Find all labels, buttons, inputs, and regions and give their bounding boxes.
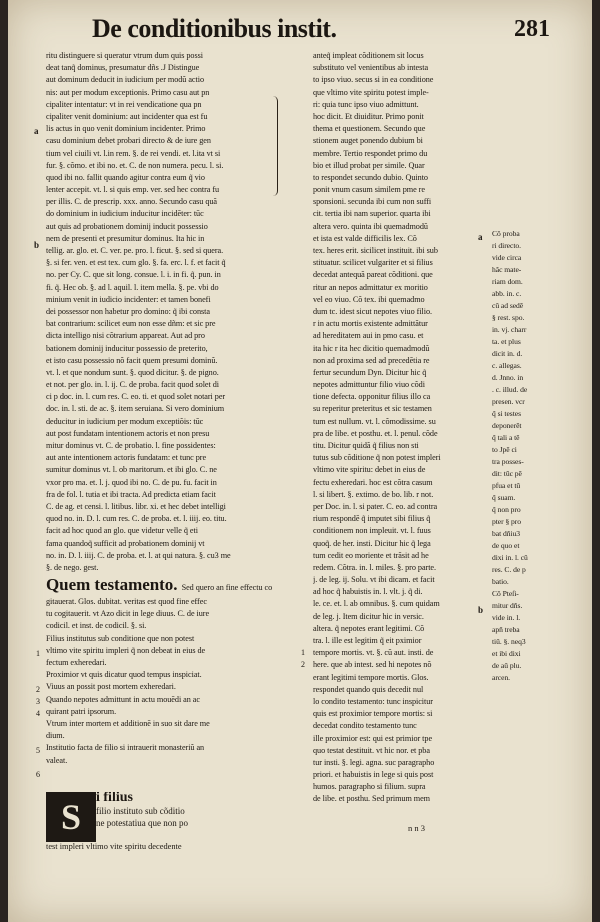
gloss-line: sponsioni. secunda ibi cum non suffi xyxy=(313,197,432,207)
gloss-line: erant legitimi tempore mortis. Glos. xyxy=(313,672,429,682)
marginal-note-line: de quo et xyxy=(492,541,520,550)
marginal-note-line: arcen. xyxy=(492,673,511,682)
text-line: tellig. ar. glo. et. C. ver. pe. pro. l. ficut. §. sed si quera. xyxy=(46,246,224,255)
gloss-line: to respondet secundo dubio. Quinto xyxy=(313,172,428,182)
marginal-note-line: deponerēt xyxy=(492,421,522,430)
margin-letter-b: b xyxy=(34,240,40,250)
marginal-note-line: presen. vcr xyxy=(492,397,525,406)
marginal-note-line: tiũ. §. neq3 xyxy=(492,637,526,646)
gloss-line: bio et illud probat per simile. Quar xyxy=(313,160,425,170)
gloss-line: de leg. j. Item dicitur hic in versic. xyxy=(313,611,424,621)
margin-letter-a: a xyxy=(34,126,39,136)
summary-line: codicil. et inst. de codicil. §. si. xyxy=(46,621,147,631)
gloss-line: cit. tertia ibi nam superior. quarta ibi xyxy=(313,209,431,219)
section-heading-text: Quem testamento. xyxy=(46,575,178,595)
marginal-note-line: ri directo. xyxy=(492,241,521,250)
gloss-line: tione defecta. opponitur filius illo ca xyxy=(313,392,431,402)
gloss-line: ponit vnum casum similem pme re xyxy=(313,185,425,195)
gloss-line: tum est nullum. vt. l. cõmodissime. su xyxy=(313,416,436,426)
marginal-note-line: dicit in. d. xyxy=(492,349,523,358)
text-line: vt. l. et que nondum sunt. §. quod dicitur. §. de pigno. xyxy=(46,367,219,377)
text-line: et not. per glo. in. l. ij. C. de proba. facit quod solet di xyxy=(46,380,219,390)
gloss-line: lo condito testamento: tunc inspicitur xyxy=(313,696,433,706)
gloss-line: altera. q̃ nepotes erant legitimi. Cõ xyxy=(313,623,425,633)
gloss-line: thema et questionem. Secundo que xyxy=(313,124,426,134)
summary-line: tu cogitauerit. vt Azo dicit in lege diuus. C. de iure xyxy=(46,609,210,619)
marginal-note-line: de aũ plu. xyxy=(492,661,522,670)
middle-text-column xyxy=(313,50,485,806)
marginal-note-line: apñ treba xyxy=(492,625,520,634)
gloss-line: nepotes admittuntur filio viuo cõdi xyxy=(313,380,425,390)
initial-line: test impleri vltimo vite spiritu decedente xyxy=(46,842,182,851)
gloss-line: dum tc. idest sicut nepotes viuo filio. xyxy=(313,306,433,316)
marginal-note-line: vide circa xyxy=(492,253,522,262)
marginal-note-line: d. Jnno. in xyxy=(492,373,524,382)
gloss-line: decedat antequã pareat cõditioni. que xyxy=(313,270,433,280)
summary-line: gitauerat. Glos. dubitat. veritas est quod fine effec xyxy=(46,597,207,607)
text-line: mitur dominus vt. C. de probatio. l. fine possidentes: xyxy=(46,441,216,450)
gloss-line: stionem auget ponendo dubium bi xyxy=(313,136,423,146)
summary-line: Quando nepotes admittunt in actu mouēdi an ac xyxy=(46,694,200,704)
text-line: casu dominium debet probari directo & de iure gen xyxy=(46,136,211,146)
text-line: fur. §. cõmo. et ibi no. et. C. de non numera. pecu. l. si. xyxy=(46,160,224,170)
text-line: nis: aut per modum exceptionis. Primo casu aut pn xyxy=(46,87,210,97)
list-number: 3 xyxy=(36,697,40,706)
gloss-line: decedat condito testamento tunc xyxy=(313,721,417,731)
gloss-line: tutus sub cõditione q̃ non potest impleri xyxy=(313,453,441,463)
marginal-note-line: . c. illud. de xyxy=(492,385,528,394)
gloss-line: tex. heres erit. sicilicet instituit. ibi sub xyxy=(313,246,438,255)
text-line: lis actus in quo venit dominium incidenter. Primo xyxy=(46,124,206,134)
marginal-note-line: ta. et plus xyxy=(492,337,521,346)
text-line: per illis. C. de prescrip. xxx. anno. Secundo casu quã xyxy=(46,197,218,207)
list-number: 4 xyxy=(36,709,40,718)
marginal-note-line: q̃ non pro xyxy=(492,505,521,514)
marginal-note-line: Cõ proba xyxy=(492,229,520,238)
gloss-line: vel eo viuo. Cõ tex. ibi quemadmo xyxy=(313,294,425,304)
gloss-line: per Doc. in. l. si pater. C. eo. ad contra xyxy=(313,501,438,511)
decorated-initial: S xyxy=(46,792,96,842)
text-line: fi. q̃. Hec ob. §. ad l. aquil. l. item mella. §. pe. vbi do xyxy=(46,282,219,292)
gloss-line: r in actu mortis existente admittãtur xyxy=(313,319,428,329)
summary-line: vltimo vite spiritu impleri q̃ non debeat in eius de xyxy=(46,645,206,655)
text-line: aut post fundatam intentionem actoris et non presu xyxy=(46,428,210,438)
text-line: quod no. in. D. l. cum res. C. de proba. et. l. iiij. eo. titu. xyxy=(46,514,227,524)
gloss-line: vltimo vite spiritu: debet in eius de xyxy=(313,465,426,475)
marginal-note-line: cũ ad sedē xyxy=(492,301,524,310)
list-number: 5 xyxy=(36,746,40,755)
marginal-note-line: Cõ Pteſi- xyxy=(492,589,519,598)
marginal-note-line: q̃ tali a tē xyxy=(492,433,520,442)
gloss-line: to ipso viuo. secus si in ea conditione xyxy=(313,75,434,85)
text-line: quod ibi no. fallit quando agitur contra eum q̃ vio xyxy=(46,172,205,182)
gloss-line: quo testat destituit. vt hic nor. et pba xyxy=(313,745,430,755)
marginal-note-line: et ibi dixi xyxy=(492,649,521,658)
text-line: vxor pro ma. et. l. j. quod ibi no. C. de pu. fu. facit in xyxy=(46,477,217,487)
gloss-line: quoq̃. de her. insti. Dicitur hic q̃ lega xyxy=(313,538,431,548)
marginal-note-line: § rest. spo. xyxy=(492,313,525,322)
text-line: dei possessor non habetur pro domino: q̃ ibi consta xyxy=(46,306,210,316)
list-number: 6 xyxy=(36,770,40,779)
gloss-line: et ista est valde difficilis lex. Cõ xyxy=(313,233,417,243)
marginal-note-line: pfua et tũ xyxy=(492,481,521,490)
text-line: aut ante intentionem actoris fundatam: et tunc pre xyxy=(46,453,207,463)
gloss-number: 2 xyxy=(301,660,305,669)
gloss-line: respondet quando quis decedit nul xyxy=(313,684,424,694)
marginal-note-line: batio. xyxy=(492,577,509,586)
gloss-line: fertur secundum Dyn. Dicitur hic q̃ xyxy=(313,367,427,377)
gloss-line: que vltimo vite spiritu potest imple- xyxy=(313,87,429,97)
text-line: tium vel ciuili vt. l.in rem. §. de rei vendi. et. l.ita vt si xyxy=(46,148,221,158)
gloss-line: ritur an nepos admittatur ex moritio xyxy=(313,282,428,292)
initial-line: ne potestatiua que non po xyxy=(96,818,188,828)
text-line: doc. in. l. sti. de ac. §. item seruiana. Si vero dominium xyxy=(46,404,225,414)
gloss-line: ad hereditatem aui in pmo casu. et xyxy=(313,331,424,341)
gloss-line: j. de leg. ij. Solu. vt ibi dicam. et facit xyxy=(313,575,435,585)
marginal-note-line: in. vj. charr xyxy=(492,325,527,334)
text-line: deat tanq̃ dominus, presumatur dñs .J Distingue xyxy=(46,63,200,73)
list-number: 2 xyxy=(36,685,40,694)
summary-line: Filius institutus sub conditione que non potest xyxy=(46,633,195,643)
summary-line: valeat. xyxy=(46,755,68,765)
section-heading-continuation: Sed quero an fine effectu co xyxy=(181,583,273,593)
text-line: no. per Cy. C. que sit long. consue. l. i. in fi. q̃. pun. in xyxy=(46,270,221,280)
marginal-note-line: res. C. de p xyxy=(492,565,526,574)
gloss-line: tur insti. §. legi. agna. suc paragrapho xyxy=(313,757,435,767)
margin-letter-b-middle: b xyxy=(478,605,484,615)
marginal-note-line: q̃ suam. xyxy=(492,493,516,502)
gloss-line: tum cedit eo moriente et trãsit ad he xyxy=(313,550,429,560)
summary-line: quirant patri ipsorum. xyxy=(46,706,117,716)
gloss-line: ad hoc q̃ habuistis in. l. vlt. j. q̃ di. xyxy=(313,587,423,597)
gloss-line: anteq̃ impleat cõditionem sit locus xyxy=(313,51,424,60)
gloss-line: pra de libe. et posthu. et. l. penul. cõde xyxy=(313,428,438,438)
marginal-notes-column xyxy=(492,228,582,684)
initial-line: filio instituto sub cõditio xyxy=(96,805,185,816)
text-line: §. de nego. gest. xyxy=(46,562,99,572)
summary-line: dium. xyxy=(46,731,65,741)
left-text-column xyxy=(46,50,272,767)
marginal-note-line: dit: tūc pē xyxy=(492,469,522,478)
marginal-note-line: tra posses- xyxy=(492,457,524,466)
gloss-line: redem. Cõtra. in. l. miles. §. pro parte. xyxy=(313,562,437,572)
signature-mark: n n 3 xyxy=(408,823,425,833)
marginal-note-line: mitur dñs. xyxy=(492,601,523,610)
gloss-line: priori. et habuistis in lege si quis post xyxy=(313,770,434,780)
marginal-note-line: q̃ si testes xyxy=(492,409,521,418)
gloss-line: le. ce. et. l. ab omnibus. §. cum quidam xyxy=(313,599,440,609)
gloss-line: tra. l. ille est legitim q̃ eit pximior xyxy=(313,636,422,645)
gloss-line: titu. Dicitur quidã q̃ filius non sti xyxy=(313,441,419,450)
gloss-line: quis est proximior tempore mortis: si xyxy=(313,709,433,719)
summary-line: Viuus an possit post mortem exheredari. xyxy=(46,682,176,692)
margin-letter-a-middle: a xyxy=(478,232,483,242)
gloss-line: fectu exheredari. hoc est cõtra casum xyxy=(313,477,433,487)
gloss-line: ri: quia tunc ipso viuo admittunt. xyxy=(313,99,419,109)
marginal-note-line: bat dñiu3 xyxy=(492,529,521,538)
text-line: dicta intelligo nisi cõtrarium appareat. Aut ad pro xyxy=(46,331,205,341)
text-line: aut quis ad probationem dominij inducit possessio xyxy=(46,221,208,231)
marginal-note-line: abb. in. c. xyxy=(492,289,522,298)
summary-line: Proximior vt quis dicatur quod tempus inspiciat. xyxy=(46,670,202,680)
marginal-note-line: c. allegas. xyxy=(492,361,522,370)
text-line: C. de ag. et censi. l. litibus. libr. xi. et hec debet intelligi xyxy=(46,501,226,511)
text-line: do dominium in iudicium inducitur incidēter: tūc xyxy=(46,209,204,219)
book-page xyxy=(8,0,592,922)
gloss-line: conditionem non impleuit. vt. l. fuus xyxy=(313,526,431,536)
text-line: fra de fol. l. tutia et ibi tracta. Ad predicta etiam facit xyxy=(46,489,216,499)
text-line: lenter accepit. vt. l. si quis emp. ver. sed hec contra fu xyxy=(46,185,220,195)
text-line: sumitur dominus vt. l. ob maritorum. et ibi glo. C. ne xyxy=(46,465,217,475)
text-line: fama quandoq̃ sufficit ad probationem dominij vt xyxy=(46,538,205,548)
gloss-number: 1 xyxy=(301,648,305,657)
gloss-line: humos. paragrapho si filium. supra xyxy=(313,782,426,792)
initial-paragraph xyxy=(96,792,276,830)
running-head: De conditionibus instit. xyxy=(92,14,337,43)
text-line: aut dominum deducit in iudicium per modũ actio xyxy=(46,75,205,85)
marginal-note-line: hãc mate- xyxy=(492,265,522,274)
gloss-line: de libe. et posthu. Sed primum mem xyxy=(313,794,431,804)
marginal-note-line: vide in. l. xyxy=(492,613,521,622)
gloss-line: l. si libert. §. extimo. de bo. lib. r not. xyxy=(313,489,434,499)
initial-line: i filius xyxy=(96,792,133,805)
gloss-line: non ad proxima sed ad precedētia re xyxy=(313,355,430,365)
marginal-note-line: riam dom. xyxy=(492,277,523,286)
gloss-line: altera vero. quinta ibi quemadmodũ xyxy=(313,221,428,231)
gloss-line: rium respondē q̃ imputet sibi filius q̃ xyxy=(313,514,431,524)
section-heading-quem-testamento xyxy=(46,574,272,596)
text-line: deducitur in iudicium per modum exceptiõis: tūc xyxy=(46,416,204,426)
text-line: bationem dominij inducitur possessio de preterito, xyxy=(46,343,208,353)
marginal-note-line: pter § pro xyxy=(492,517,522,526)
text-line: minium venit in iudicio incidenter: et tamen bonefi xyxy=(46,294,211,304)
text-line: §. si fer. ven. et est tex. cum glo. §. fa. erc. l. f. et facit q̃ xyxy=(46,258,226,268)
gloss-line: ille proximior est: qui est primior tpe xyxy=(313,733,433,743)
gloss-line: tempore mortis. vt. §. cũ aut. insti. de xyxy=(313,648,434,658)
gloss-line: membre. Tertio respondet primo du xyxy=(313,148,428,158)
text-line: cipaliter intentatur: vt in rei vendicatione qua pn xyxy=(46,99,202,109)
text-line: cipaliter venit dominium: aut incidenter qua est fu xyxy=(46,111,208,121)
gloss-line: ita hic r ita hec dicitio quemadmodũ xyxy=(313,343,430,353)
page-header xyxy=(8,8,592,50)
text-line: facit ad hoc quod an glo. que videtur velle q̃ eti xyxy=(46,526,198,536)
text-line: ci p doc. in. l. cum res. C. eo. ti. et quod solet notari per xyxy=(46,392,226,402)
gloss-line: su reperitur preteritus et sic testamen xyxy=(313,404,432,414)
text-line: nem de presenti et presumitur dominus. Ita hic in xyxy=(46,233,205,243)
text-line: et isto casu possessio nõ facit quem presumi dominũ. xyxy=(46,355,218,365)
gloss-line: stituatur. scilicet vulgariter et si filius xyxy=(313,258,433,268)
summary-line: Institutio facta de filio si intrauerit monasteriũ an xyxy=(46,743,205,753)
marginal-note-line: dixi in. l. cũ xyxy=(492,553,528,562)
text-line: bat contrarium: scilicet eum non esse dñm: et sic pre xyxy=(46,319,216,329)
summary-line: fectum exheredari. xyxy=(46,658,107,667)
margin-brace xyxy=(273,96,278,196)
gloss-line: substituto vel venientibus ab intesta xyxy=(313,63,429,73)
text-line: no. in. D. l. iiij. C. de proba. et. l. at qui natura. §. cu3 me xyxy=(46,550,231,560)
folio-number: 281 xyxy=(514,16,550,42)
gloss-line: hoc dicit. Et diuiditur. Primo ponit xyxy=(313,111,424,121)
marginal-note-line: to Jpē ci xyxy=(492,445,517,454)
list-number: 1 xyxy=(36,649,40,658)
summary-line: Vtrum inter mortem et additionē in suo sit dare me xyxy=(46,718,210,728)
gloss-line: here. que ab intest. sed hi nepotes nõ xyxy=(313,660,432,670)
text-line: ritu distinguere si queratur vtrum dum quis possi xyxy=(46,51,203,60)
